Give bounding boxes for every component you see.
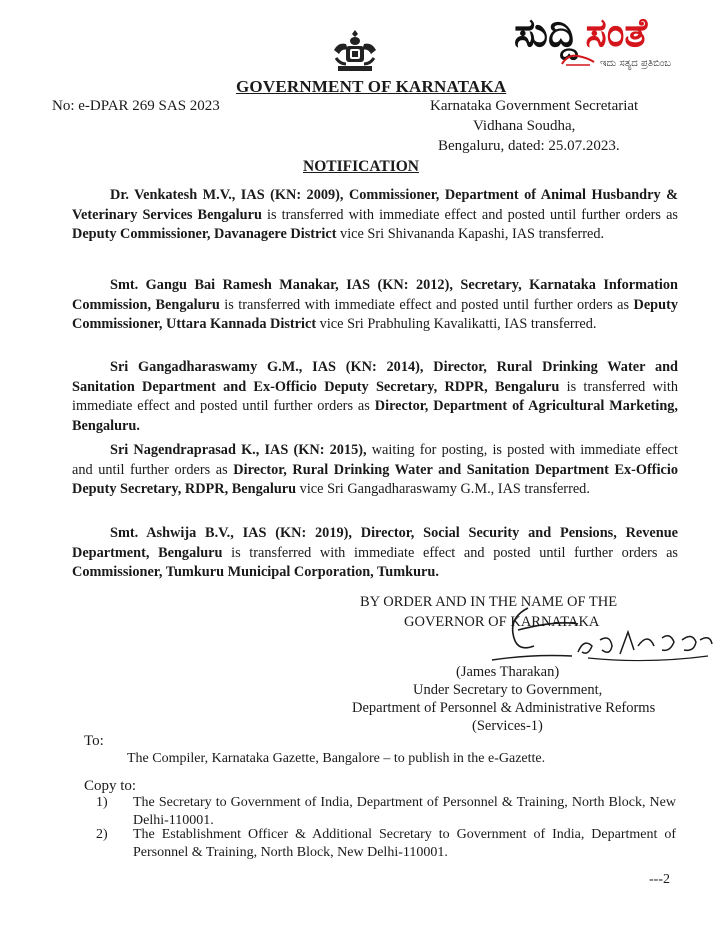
address-line-2: Vidhana Soudha,: [473, 118, 576, 134]
address-line-1: Karnataka Government Secretariat: [430, 98, 639, 114]
state-emblem-icon: [326, 28, 384, 74]
copy-to-label: Copy to:: [84, 778, 137, 794]
transfer-paragraph-3: Sri Gangadharaswamy G.M., IAS (KN: 2014), Director, Rural Drinking Water and Sanitation Department and Ex-Officio Deputy Secretary, RDPR, Bengaluru is transferred with immediate effect and posted until further orders as Director, Department of Agricultural Marketing, Bengaluru.: [72, 359, 678, 434]
car-mark-icon: [560, 52, 596, 68]
logo-text-red: ಸಂತೆ: [585, 10, 648, 56]
page-number: ---2: [649, 872, 670, 887]
posting-details: Deputy Commissioner, Davanagere District: [72, 226, 337, 243]
item-text: The Secretary to Government of India, Department of Personnel & Training, North Block, New Delhi-110001.: [133, 795, 676, 828]
signatory-name: (James Tharakan): [456, 664, 560, 680]
officer-details: Sri Nagendraprasad K., IAS (KN: 2015),: [110, 442, 367, 458]
item-number: 2): [96, 827, 108, 842]
logo-tagline: ಇದು ಸತ್ಯದ ಪ್ರತಿಬಿಂಬ: [600, 58, 672, 69]
gazette-recipient: The Compiler, Karnataka Gazette, Bangalore – to publish in the e-Gazette.: [127, 751, 546, 766]
copy-to-item: [96, 826, 676, 862]
reference-number: No: e-DPAR 269 SAS 2023: [52, 98, 220, 114]
site-logo: [514, 8, 710, 82]
order-line-1: BY ORDER AND IN THE NAME OF THE: [360, 594, 618, 610]
posting-details: Director, Department of Agricultural Marketing, Bengaluru.: [72, 398, 678, 434]
transfer-paragraph-1: Dr. Venkatesh M.V., IAS (KN: 2009), Commissioner, Department of Animal Husbandry & Veterinary Services Bengaluru is transferred with immediate effect and posted until further orders as Deputy Commissioner, Davanagere District vice Sri Shivananda Kapashi, IAS transferred.: [72, 187, 678, 243]
officer-details: Dr. Venkatesh M.V., IAS (KN: 2009), Commissioner, Department of Animal Husbandry & Veterinary Services Bengaluru: [72, 187, 678, 223]
officer-details: Smt. Ashwija B.V., IAS (KN: 2019), Director, Social Security and Pensions, Revenue Department, Bengaluru: [72, 525, 678, 561]
item-text: The Establishment Officer & Additional Secretary to Government of India, Department of Personnel & Training, North Block, New Delhi-110001.: [133, 827, 676, 860]
government-heading: GOVERNMENT OF KARNATAKA: [236, 77, 507, 96]
order-line-2: GOVERNOR OF KARNATAKA: [404, 614, 600, 630]
officer-details: Sri Gangadharaswamy G.M., IAS (KN: 2014), Director, Rural Drinking Water and Sanitation Department and Ex-Officio Deputy Secretary, RDPR, Bengaluru: [72, 359, 678, 395]
posting-details: Commissioner, Tumkuru Municipal Corporation, Tumkuru.: [72, 564, 439, 581]
logo-text-black: ಸುದ್ದಿ: [514, 10, 578, 56]
signatory-designation: Under Secretary to Government,: [413, 682, 603, 698]
copy-to-item: [96, 794, 676, 830]
signatory-department: Department of Personnel & Administrative Reforms: [352, 700, 656, 716]
signatory-section: (Services-1): [472, 718, 543, 734]
item-number: 1): [96, 795, 108, 810]
posting-details: Deputy Commissioner, Uttara Kannada District: [72, 296, 678, 333]
address-date-line: Bengaluru, dated: 25.07.2023.: [438, 138, 620, 154]
officer-details: Smt. Gangu Bai Ramesh Manakar, IAS (KN: 2012), Secretary, Karnataka Information Commission, Bengaluru: [72, 277, 678, 313]
to-label: To:: [84, 733, 104, 749]
posting-details: Director, Rural Drinking Water and Sanitation Department Ex-Officio Deputy Secretary, RDPR, Bengaluru: [72, 461, 679, 498]
transfer-paragraph-5: Smt. Ashwija B.V., IAS (KN: 2019), Director, Social Security and Pensions, Revenue Department, Bengaluru is transferred with immediate effect and posted until further orders as Commissioner, Tumkuru Municipal Corporation, Tumkuru.: [72, 525, 678, 581]
notification-title: NOTIFICATION: [303, 158, 419, 175]
transfer-paragraph-4: Sri Nagendraprasad K., IAS (KN: 2015), waiting for posting, is posted with immediate effect and until further orders as Director, Rural Drinking Water and Sanitation Department Ex-Officio Deputy Secretary, RDPR, Bengaluru vice Sri Gangadharaswamy G.M., IAS transferred.: [72, 442, 679, 498]
transfer-paragraph-2: Smt. Gangu Bai Ramesh Manakar, IAS (KN: 2012), Secretary, Karnataka Information Commission, Bengaluru is transferred with immediate effect and posted until further orders as Deputy Commissioner, Uttara Kannada District vice Sri Prabhuling Kavalikatti, IAS transferred.: [72, 277, 678, 333]
